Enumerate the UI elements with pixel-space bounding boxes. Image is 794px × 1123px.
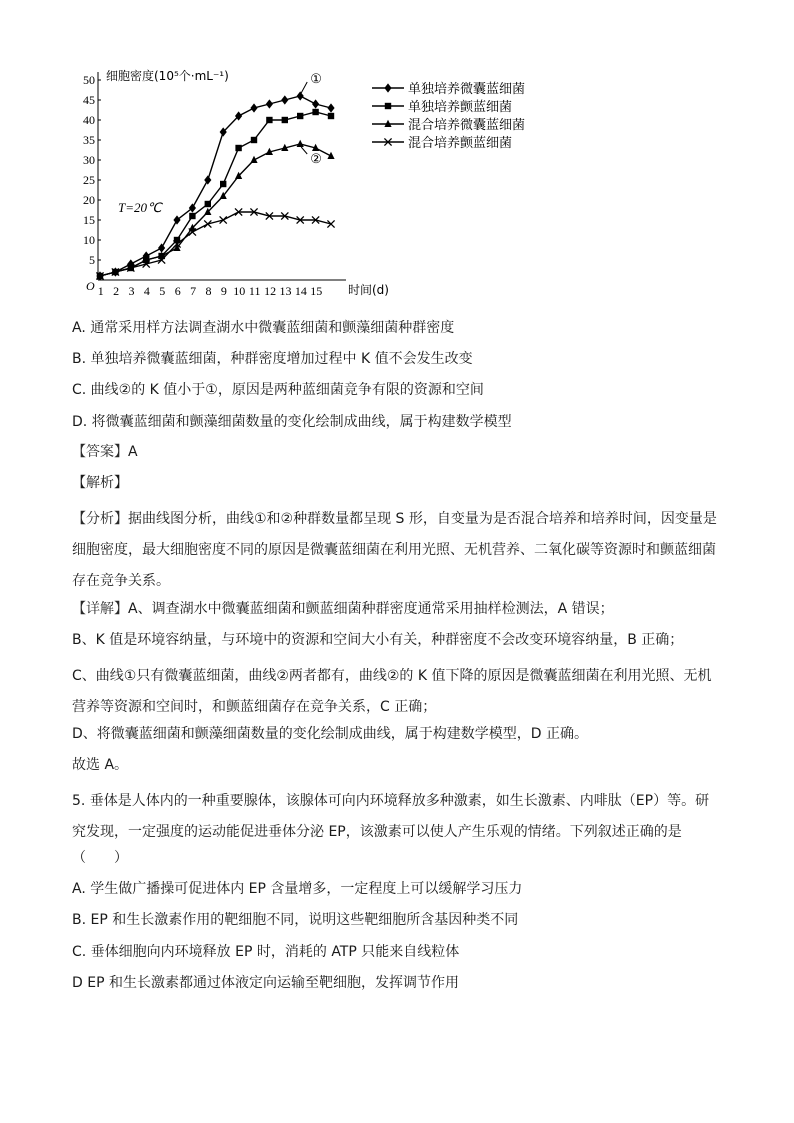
legend-marker: [384, 83, 391, 92]
detail-c: C、曲线①只有微囊蓝细菌，曲线②两者都有，曲线②的 K 值下降的原因是微囊蓝细菌在利用光照、无机营养等资源和空间时，和颤蓝细菌存在竞争关系，C 正确；: [72, 668, 712, 715]
curve-label: ①: [310, 71, 322, 86]
data-point-s2: [251, 137, 257, 143]
y-tick-label: 25: [83, 173, 95, 187]
legend-label: 单独培养微囊蓝细菌: [408, 82, 526, 97]
x-tick-label: 1: [97, 284, 104, 298]
line-chart: [70, 62, 550, 307]
data-point-s1: [327, 103, 334, 112]
data-point-s2: [189, 213, 195, 219]
analysis-text: 据曲线图分析，曲线①和②种群数量都呈现 S 形，自变量为是否混合培养和培养时间，因变量是细胞密度，最大细胞密度不同的原因是微囊蓝细菌在利用光照、无机营养、二氧化碳等资源时和颤蓝细菌存在竞争关系。: [72, 511, 717, 589]
y-tick-label: 30: [83, 153, 95, 167]
data-point-s2: [328, 113, 334, 119]
question-5-blank: （ ）: [72, 850, 128, 866]
answer-tag: 【答案】: [72, 444, 128, 460]
x-tick-label: 12: [264, 284, 277, 298]
data-point-s2: [282, 117, 288, 123]
detail-tag: 【详解】: [72, 601, 128, 617]
option-a: A. 通常采用样方法调查湖水中微囊蓝细菌和颤藻细菌种群密度: [72, 320, 455, 336]
option-c: C. 曲线②的 K 值小于①，原因是两种蓝细菌竞争有限的资源和空间: [72, 382, 484, 398]
x-tick-label: 8: [205, 284, 212, 298]
series-line-1: [100, 96, 331, 276]
y-tick-label: 15: [83, 213, 95, 227]
origin-label: O: [86, 279, 95, 293]
data-point-s2: [266, 117, 272, 123]
curve-label-leader: [301, 147, 307, 154]
x-tick-label: 14: [294, 284, 307, 298]
x-tick-label: 6: [174, 284, 181, 298]
question-5-option-c: C. 垂体细胞向内环境释放 EP 时，消耗的 ATP 只能来自线粒体: [72, 944, 460, 960]
detail-b: B、K 值是环境容纳量，与环境中的资源和空间大小有关，种群密度不会改变环境容纳量，B 正确；: [72, 632, 684, 648]
analysis-sub-tag: 【分析】: [72, 511, 128, 527]
y-tick-label: 45: [83, 93, 95, 107]
data-point-s2: [205, 201, 211, 207]
temperature-label: T=20℃: [118, 200, 162, 215]
question-5-option-a: A. 学生做广播操可促进体内 EP 含量增多，一定程度上可以缓解学习压力: [72, 881, 523, 897]
legend-marker: [385, 103, 391, 109]
detail-a: A、调查湖水中微囊蓝细菌和颤蓝细菌种群密度通常采用抽样检测法，A 错误；: [128, 601, 614, 617]
population-density-chart: [70, 62, 550, 307]
y-tick-label: 5: [89, 253, 95, 267]
analysis-paragraph: [72, 504, 722, 597]
data-point-s1: [250, 103, 257, 112]
y-tick-label: 50: [83, 73, 95, 87]
detail-conclusion: 故选 A。: [72, 757, 129, 773]
x-tick-label: 10: [233, 284, 246, 298]
y-tick-label: 35: [83, 133, 95, 147]
x-tick-label: 15: [310, 284, 323, 298]
legend-label: 混合培养微囊蓝细菌: [408, 118, 526, 133]
x-tick-label: 2: [113, 284, 120, 298]
curve-label: ②: [310, 151, 322, 166]
answer-line: [72, 442, 138, 462]
option-b: B. 单独培养微囊蓝细菌，种群密度增加过程中 K 值不会发生改变: [72, 351, 473, 367]
data-point-s2: [297, 113, 303, 119]
data-point-s1: [312, 99, 319, 108]
y-tick-label: 40: [83, 113, 95, 127]
data-point-s1: [281, 95, 288, 104]
option-d: D. 将微囊蓝细菌和颤藻细菌数量的变化绘制成曲线，属于构建数学模型: [72, 414, 512, 430]
y-tick-label: 10: [83, 233, 95, 247]
x-tick-label: 9: [220, 284, 227, 298]
x-tick-label: 4: [143, 284, 150, 298]
question-5-option-b: B. EP 和生长激素作用的靶细胞不同，说明这些靶细胞所含基因种类不同: [72, 912, 519, 928]
analysis-tag: 【解析】: [72, 475, 128, 491]
x-tick-label: 7: [190, 284, 197, 298]
data-point-s2: [220, 181, 226, 187]
y-axis-title: 细胞密度(10⁵个·mL⁻¹): [106, 69, 229, 83]
legend-label: 混合培养颤蓝细菌: [408, 136, 513, 151]
x-tick-label: 11: [248, 284, 261, 298]
curve-label-leader: [301, 82, 307, 93]
detail-d: D、将微囊蓝细菌和颤藻细菌数量的变化绘制成曲线，属于构建数学模型，D 正确。: [72, 726, 589, 742]
series-line-4: [100, 212, 331, 276]
y-tick-label: 20: [83, 193, 95, 207]
answer-value: A: [128, 444, 138, 460]
data-point-s2: [235, 145, 241, 151]
legend-label: 单独培养颤蓝细菌: [408, 100, 513, 115]
question-5-option-d: D EP 和生长激素都通过体液定向运输至靶细胞，发挥调节作用: [72, 975, 459, 991]
x-axis-title: 时间(d): [348, 283, 389, 297]
data-point-s1: [297, 91, 304, 100]
data-point-s2: [312, 109, 318, 115]
series-line-2: [100, 112, 331, 276]
data-point-s1: [266, 99, 273, 108]
detail-a-line: [72, 599, 614, 619]
x-tick-label: 5: [159, 284, 166, 298]
data-point-s3: [297, 140, 304, 147]
question-5-stem: 5. 垂体是人体内的一种重要腺体，该腺体可向内环境释放多种激素，如生长激素、内啡肽（EP）等。研究发现，一定强度的运动能促进垂体分泌 EP，该激素可以使人产生乐观的情绪。下列叙述正确的是: [72, 793, 710, 840]
x-tick-label: 13: [279, 284, 292, 298]
x-tick-label: 3: [128, 284, 135, 298]
